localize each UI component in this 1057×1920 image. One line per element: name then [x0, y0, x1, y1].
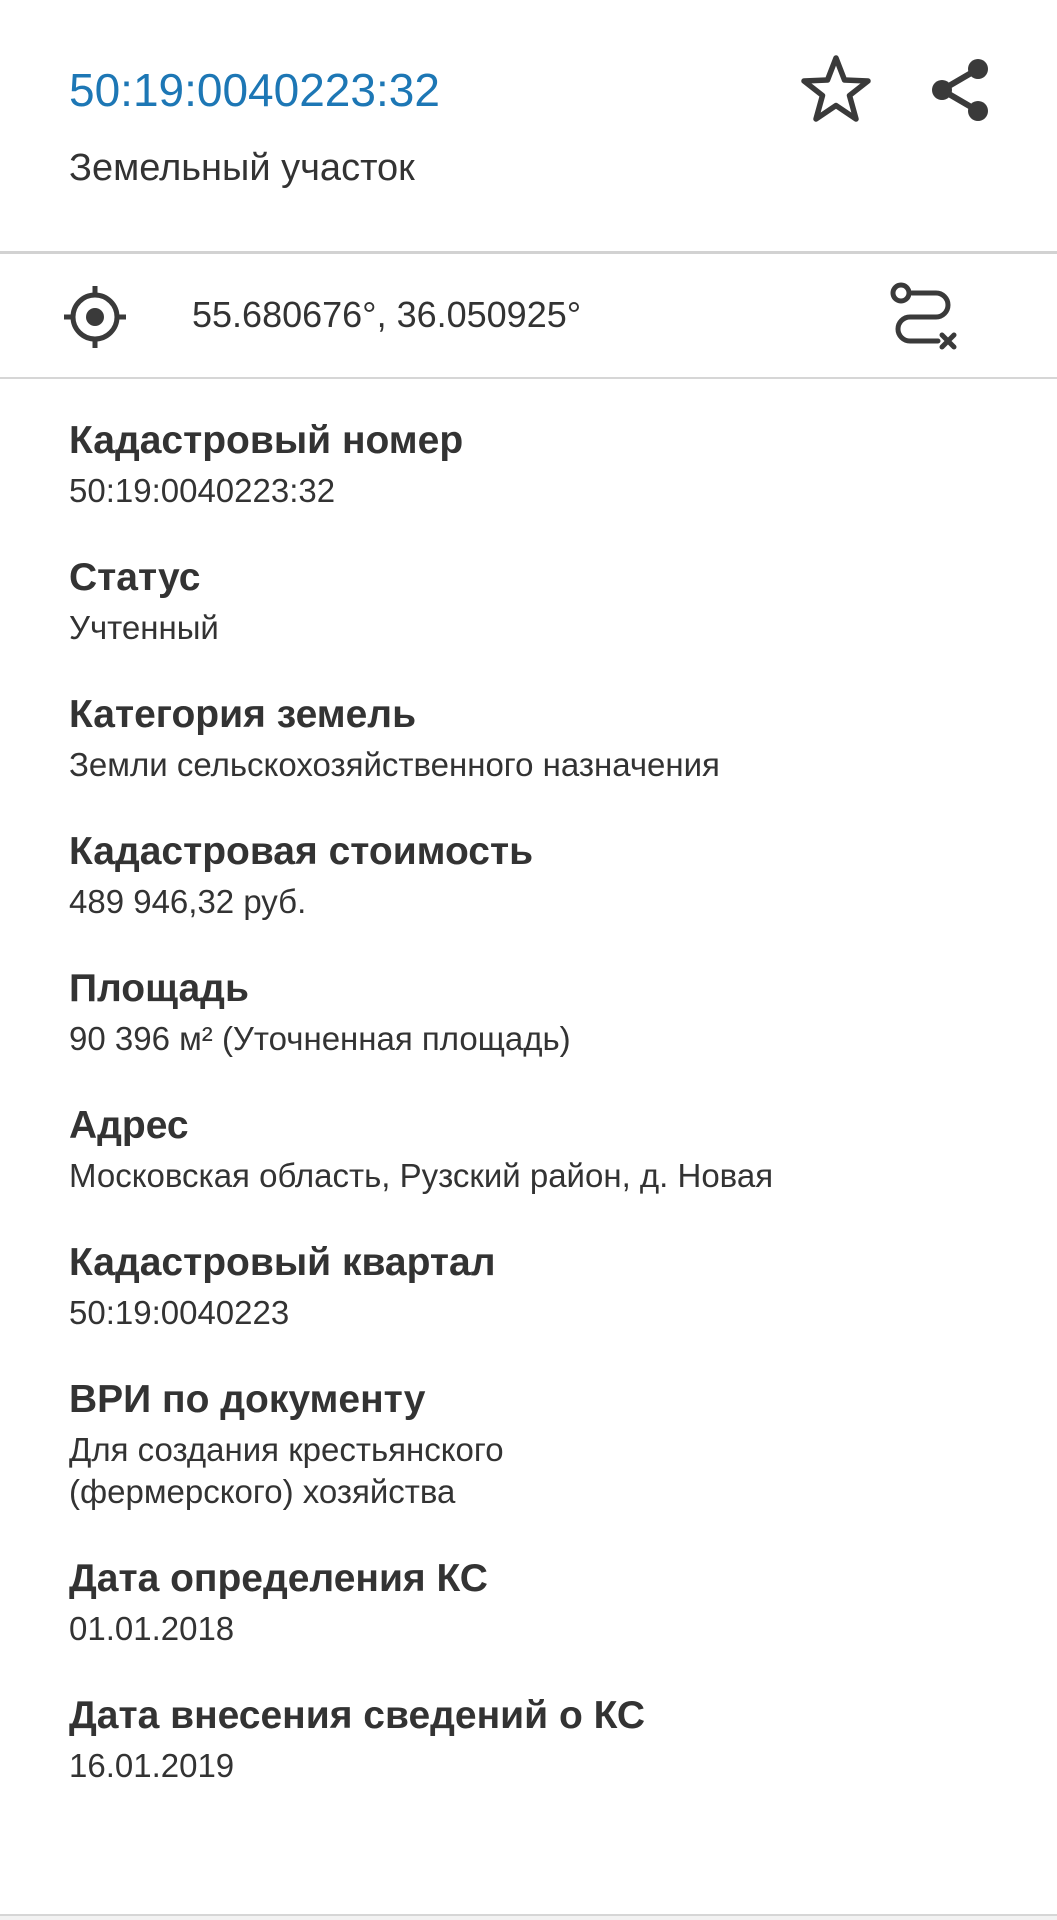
- field-value: 16.01.2019: [69, 1747, 235, 1784]
- field-value: 90 396 м² (Уточненная площадь): [69, 1020, 571, 1057]
- star-outline-icon: [798, 52, 874, 128]
- field-label: Статус: [69, 556, 201, 599]
- field-address: [69, 1103, 1009, 1197]
- field-value: Учтенный: [69, 609, 219, 646]
- field-value: Московская область, Рузский район, д. Новая: [69, 1157, 774, 1194]
- field-label: Кадастровый квартал: [69, 1241, 496, 1284]
- object-details: [0, 379, 1057, 1916]
- field-label: Кадастровый номер: [69, 419, 464, 462]
- field-label: Категория земель: [69, 693, 417, 736]
- object-type-subtitle: Земельный участок: [69, 147, 415, 189]
- field-cadastral-value: [69, 829, 1009, 923]
- share-button[interactable]: [921, 50, 1001, 130]
- field-permitted-use: [69, 1377, 1009, 1513]
- field-label: ВРИ по документу: [69, 1378, 426, 1421]
- favorite-button[interactable]: [796, 50, 876, 130]
- field-value: 50:19:0040223: [69, 1294, 290, 1331]
- object-header: [0, 0, 1057, 254]
- field-entry-date: [69, 1693, 1009, 1787]
- field-value: Для создания крестьянского (фермерского) хозяйства: [69, 1431, 504, 1510]
- field-valuation-date: [69, 1556, 1009, 1650]
- coordinates-text[interactable]: 55.680676°, 36.050925°: [192, 294, 582, 335]
- field-cadastral-quarter: [69, 1240, 1009, 1334]
- route-clear-icon[interactable]: [886, 281, 962, 357]
- field-cadastral-number: [69, 418, 1009, 512]
- field-label: Адрес: [69, 1104, 189, 1147]
- field-label: Дата внесения сведений о КС: [69, 1694, 646, 1737]
- field-status: [69, 555, 1009, 649]
- field-value: 489 946,32 руб.: [69, 883, 307, 920]
- field-value: 50:19:0040223:32: [69, 472, 336, 509]
- field-area: [69, 966, 1009, 1060]
- field-value: Земли сельскохозяйственного назначения: [69, 746, 720, 783]
- field-value: 01.01.2018: [69, 1610, 235, 1647]
- cadastral-number-title[interactable]: 50:19:0040223:32: [69, 64, 440, 116]
- field-label: Кадастровая стоимость: [69, 830, 534, 873]
- field-land-category: [69, 692, 1009, 786]
- field-label: Площадь: [69, 967, 249, 1010]
- coordinates-bar: [0, 254, 1057, 379]
- share-icon: [928, 57, 994, 123]
- crosshair-icon[interactable]: [62, 284, 128, 350]
- field-label: Дата определения КС: [69, 1557, 488, 1600]
